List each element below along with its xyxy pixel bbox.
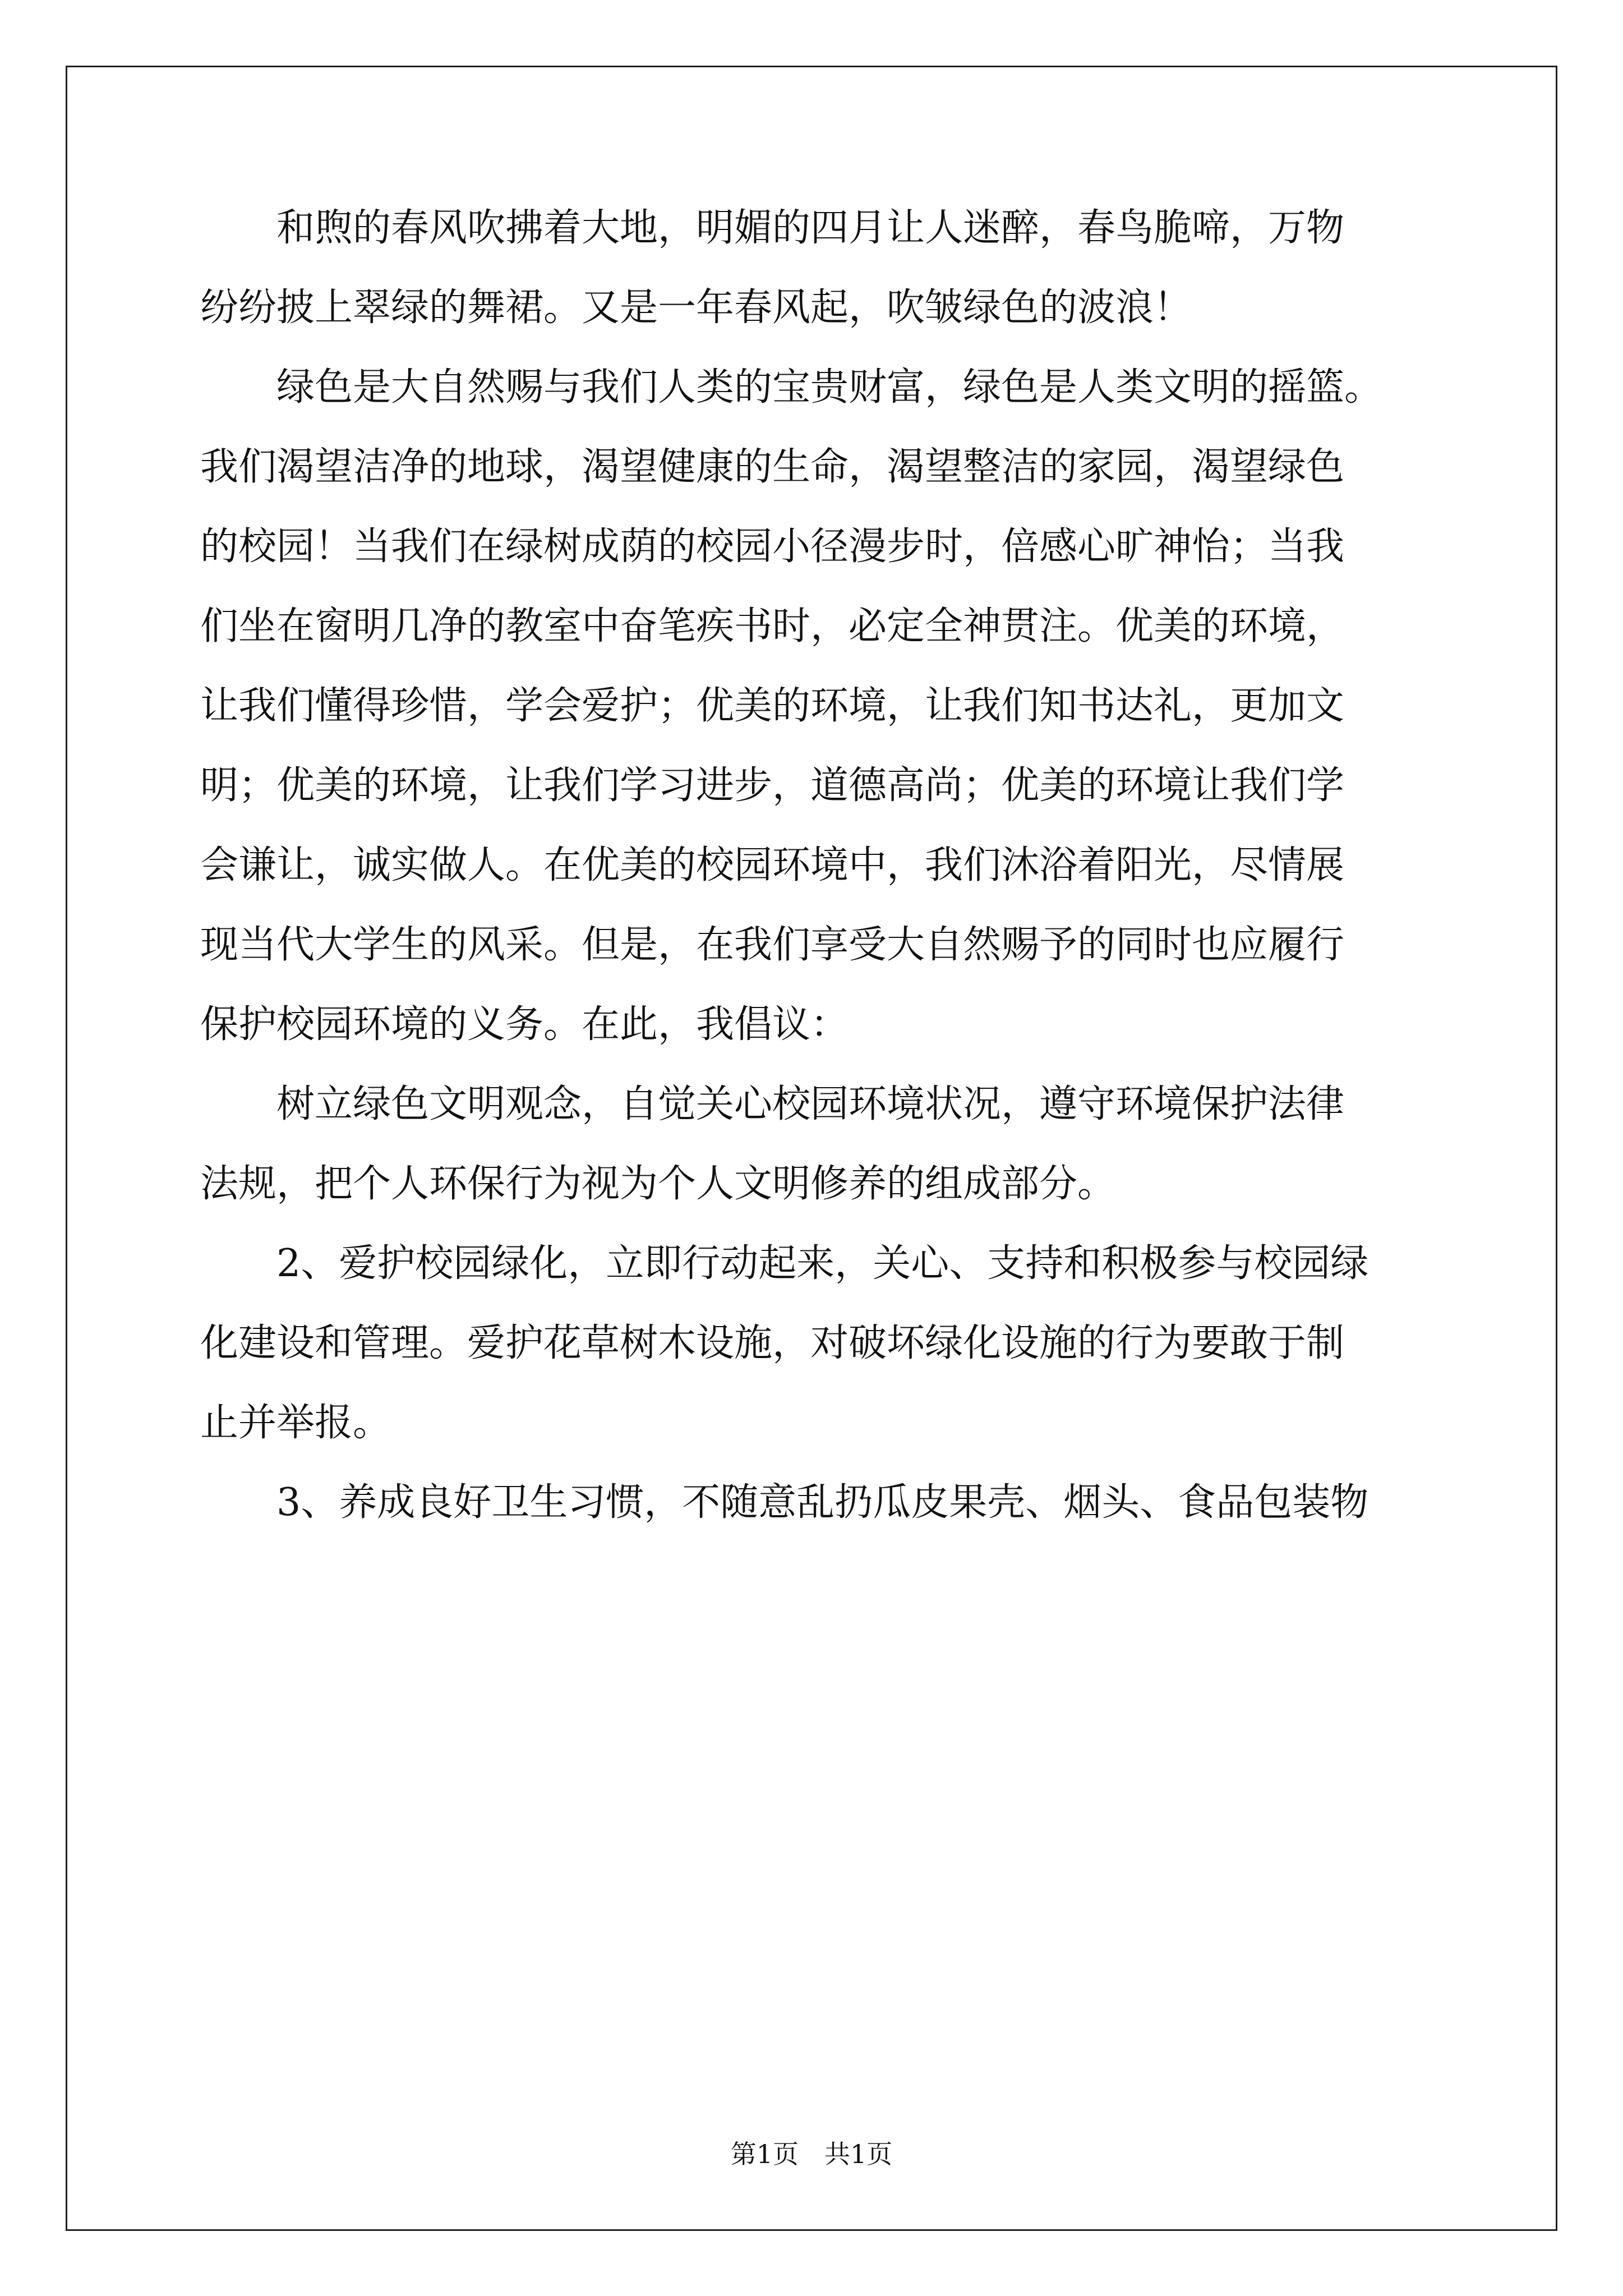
text-line: 和煦的春风吹拂着大地，明媚的四月让人迷醉，春鸟脆啼，万物 [200,206,1345,250]
text-line: 树立绿色文明观念，自觉关心校园环境状况，遵守环境保护法律 [200,1082,1345,1126]
text-line: 纷纷披上翠绿的舞裙。又是一年春风起，吹皱绿色的波浪！ [200,286,1192,330]
text-line: 现当代大学生的风采。但是，在我们享受大自然赐予的同时也应履行 [200,923,1345,967]
text-line: 2、爱护校园绿化，立即行动起来，关心、支持和积极参与校园绿 [200,1241,1369,1286]
text-line: 3、养成良好卫生习惯，不随意乱扔瓜皮果壳、烟头、食品包装物 [200,1480,1369,1525]
text-line: 的校园！当我们在绿树成荫的校园小径漫步时，倍感心旷神怡；当我 [200,524,1345,569]
text-line: 法规，把个人环保行为视为个人文明修养的组成部分。 [200,1162,1116,1206]
text-line: 明；优美的环境，让我们学习进步，道德高尚；优美的环境让我们学 [200,763,1345,808]
text-line: 会谦让，诚实做人。在优美的校园环境中，我们沐浴着阳光，尽情展 [200,843,1345,887]
text-line: 们坐在窗明几净的教室中奋笔疾书时，必定全神贯注。优美的环境， [200,604,1345,648]
text-line: 让我们懂得珍惜，学会爱护；优美的环境，让我们知书达礼，更加文 [200,684,1345,728]
text-line: 我们渴望洁净的地球，渴望健康的生命，渴望整洁的家园，渴望绿色 [200,445,1345,489]
text-line: 保护校园环境的义务。在此，我倡议： [200,1002,849,1047]
text-line: 绿色是大自然赐与我们人类的宝贵财富，绿色是人类文明的摇篮。 [200,365,1383,409]
text-line: 化建设和管理。爱护花草树木设施，对破坏绿化设施的行为要敢于制 [200,1321,1345,1365]
page-number-footer: 第1页 共1页 [730,2139,893,2169]
text-line: 止并举报。 [200,1401,391,1445]
